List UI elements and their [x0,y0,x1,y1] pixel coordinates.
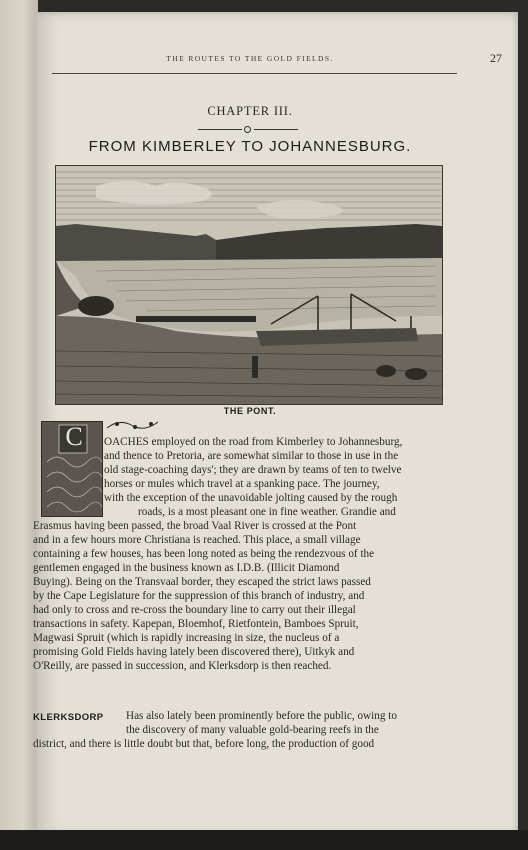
side-heading-klerksdorp: KLERKSDORP [33,712,104,723]
chapter-ornament [198,126,298,134]
text-line: the discovery of many valuable gold-bearing reefs in the [126,724,379,736]
pont-engraving [55,165,443,405]
text-line: O'Reilly, are passed in succession, and Klerksdorp is then reached. [33,660,332,672]
text-line: and in a few hours more Christiana is reached. This place, a small village [33,534,361,546]
text-line: Has also lately been prominently before the public, owing to [126,710,397,722]
text-line: horses or mules which travel at a spanking pace. The journey, [104,478,380,490]
vine-ornament [105,418,160,432]
text-line: and thence to Pretoria, are somewhat similar to those in use in the [104,450,399,462]
page-number: 27 [490,51,502,65]
text-line: gentlemen engaged in the business known as I.D.B. (Illicit Diamond [33,562,340,574]
text-line: Magwasi Spruit (which is rapidly increasing in size, the nucleus of a [33,632,340,644]
text-line: roads, is a most pleasant one in fine weather. Grandie and [138,506,396,518]
text-line: district, and there is little doubt but that, before long, the production of good [33,738,375,750]
text-line: transactions in safety. Kapepan, Bloemhof, Rietfontein, Bamboes Spruit, [33,618,359,630]
text-line: Buying). Being on the Transvaal border, they escaped the strict laws passed [33,576,371,588]
text-line: with the exception of the unavoidable jolting caused by the rough [104,492,398,504]
text-line: OACHES employed on the road from Kimberley to Johannesburg, [104,436,403,448]
header-rule [52,73,457,74]
chapter-title: FROM KIMBERLEY TO JOHANNESBURG. [88,138,412,155]
text-line: Erasmus having been passed, the broad Vaal River is crossed at the Pont [33,520,357,532]
chapter-heading: CHAPTER III. [207,104,293,118]
text-line: promising Gold Fields having lately been discovered there), Uitkyk and [33,646,355,658]
text-line: by the Cape Legislature for the suppression of this branch of industry, and [33,590,365,602]
text-line: had only to cross and re-cross the boundary line to carry out their illegal [33,604,356,616]
running-head: THE ROUTES TO THE GOLD FIELDS. [166,54,334,63]
text-line: containing a few houses, has been long noted as being the rendezvous of the [33,548,375,560]
book-bottom-edge [0,830,528,850]
illustration-caption: THE PONT. [223,406,277,416]
text-line: old stage-coaching days'; they are drawn by teams of ten to twelve [104,464,402,476]
drop-cap-letter: C [65,422,83,451]
